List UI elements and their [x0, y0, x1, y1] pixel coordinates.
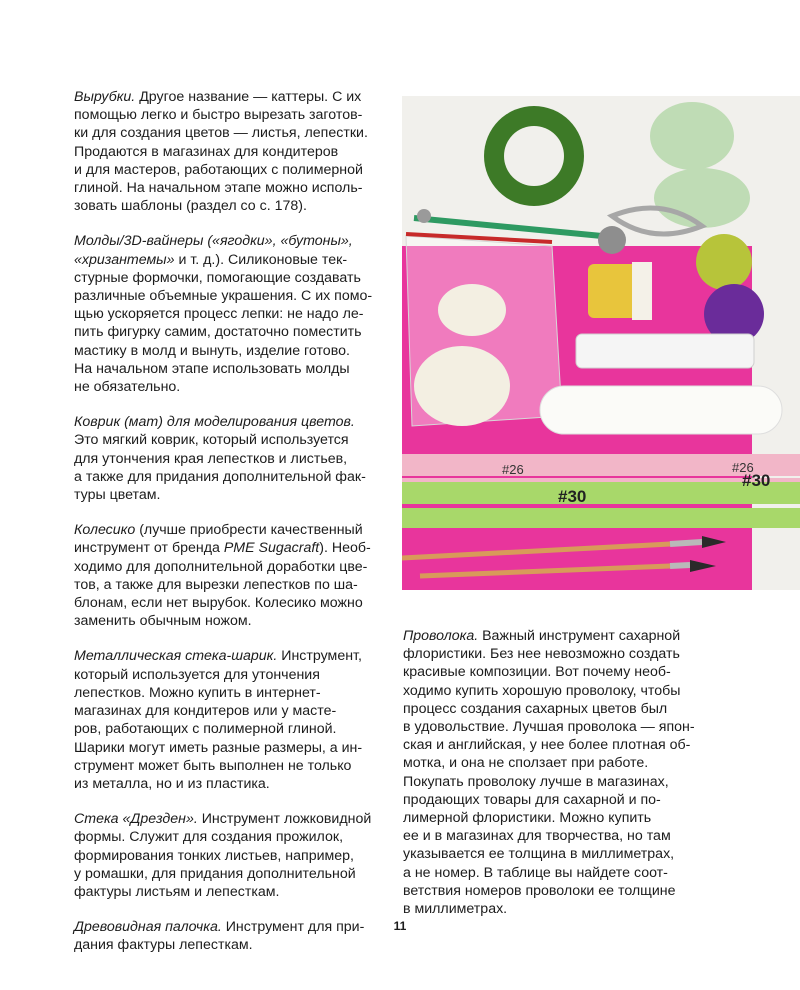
body-mat: Это мягкий коврик, который используется для утончения края лепестков и листьев, а также для придания дополнительной фак- туры цветам.: [74, 432, 366, 504]
paragraph-cutters: [74, 88, 394, 215]
wire-label-26-a: #26: [732, 460, 754, 475]
body-molds: и т. д.). Силиконовые тек- стурные формочки, помогающие создавать различные объемные украшения. С их помо- щью ускоряется процесс лепки: не надо ле- пить фигурку самим, достаточно поместить мастику в молд и вынуть, изделие готово. На начальном этапе использовать молды не обязательно.: [74, 251, 373, 396]
term-molds: Молды/3D-вайнеры («ягодки», «бутоны», «хризантемы»: [74, 233, 353, 268]
term-wire: Проволока.: [403, 628, 479, 644]
glitter-label: [632, 262, 652, 320]
wire-green-1: [402, 482, 800, 504]
paragraph-wire: [403, 627, 723, 918]
body-dresden: Инструмент ложковидной формы. Служит для создания прожилок, формирования тонких листьев, например, у ромашки, для придания дополнительной фактуры листьям и лепесткам.: [74, 811, 372, 900]
term-mat: Коврик (мат) для моделирования цветов.: [74, 414, 355, 431]
paragraph-wheel: [74, 521, 394, 630]
sugar-paste-large: [414, 346, 510, 426]
left-text-column: [74, 88, 394, 972]
leaf-mold-bottom: [654, 168, 750, 228]
tools-illustration: [402, 96, 800, 590]
tape-roll-hole: [504, 126, 564, 186]
body-cutters: Другое название — каттеры. С их помощью легко и быстро вырезать заготов- ки для создания цветов — листья, лепестки. Продаются в магазинах для кондитеров и для мастеров, работающих с полимерной глиной. На начальном этапе можно исполь- зовать шаблоны (раздел со с. 178).: [74, 89, 368, 215]
pre-wheel: (лучше приобрести качественный инструмент от бренда: [74, 522, 363, 557]
term-wheel: Колесико: [74, 522, 136, 539]
paragraph-ball-tool: [74, 647, 394, 793]
body-ball-tool: Инструмент, который используется для утончения лепестков. Можно купить в интернет- магазинах для кондитеров или у масте- ров, работающих с полимерной глиной. Шарики могут иметь разные размеры, а ин- струмент может быть выполнен не только из металла, но и из пластика.: [74, 648, 363, 792]
wire-green-2: [402, 508, 800, 528]
paragraph-molds: [74, 232, 394, 396]
green-jar: [696, 234, 752, 290]
right-text-column: [403, 627, 723, 935]
sugar-paste-small: [438, 284, 506, 336]
brand-name: PME Sugacraft: [223, 540, 320, 557]
tools-photo: [402, 96, 800, 590]
leaf-mold-top: [650, 102, 734, 170]
page-number: 11: [393, 919, 407, 933]
term-veining-stick: Древовидная палочка.: [74, 919, 222, 936]
ball-tool-small-ball: [417, 209, 431, 223]
glue-tube: [576, 334, 754, 368]
brush-ferrule-1: [670, 542, 702, 544]
term-cutters: Вырубки.: [74, 89, 136, 105]
term-dresden: Стека «Дрезден».: [74, 811, 198, 828]
body-wire: Важный инструмент сахарной флористики. Без нее невозможно создать красивые композиции. Вот почему необ- ходимо купить хорошую проволоку, чтобы процесс создания сахарных цветов был в удовольствие. Лучшая проволока — япон- ская и английская, у нее более плотная об- мотка, и она не сползает при работе. Покупать проволоку лучше в магазинах, продающих товары для сахарной и по- лимерной флористики. Можно купить ее и в магазинах для творчества, но там указывается ее толщина в миллиметрах, а не номер. В таблице вы найдете соот- ветствия номеров проволоки ее толщине в миллиметрах.: [403, 628, 695, 918]
wire-label-26-b: #26: [502, 462, 524, 477]
rolling-pin: [540, 386, 782, 434]
wire-label-30-b: #30: [742, 471, 771, 490]
body-veining-stick: Инструмент для при- дания фактуры лепесткам.: [74, 919, 365, 954]
body-wheel: ). Необ- ходимо для дополнительной доработки цве- тов, а также для вырезки лепестков по ша- блонам, если нет вырубок. Колесико можно заменить обычным ножом.: [74, 540, 371, 630]
ball-tool-large-ball: [598, 226, 626, 254]
brush-ferrule-2: [670, 565, 690, 566]
paragraph-mat: [74, 413, 394, 504]
wire-label-30-a: #30: [558, 487, 587, 506]
term-ball-tool: Металлическая стека-шарик.: [74, 648, 278, 665]
paragraph-dresden: [74, 810, 394, 901]
